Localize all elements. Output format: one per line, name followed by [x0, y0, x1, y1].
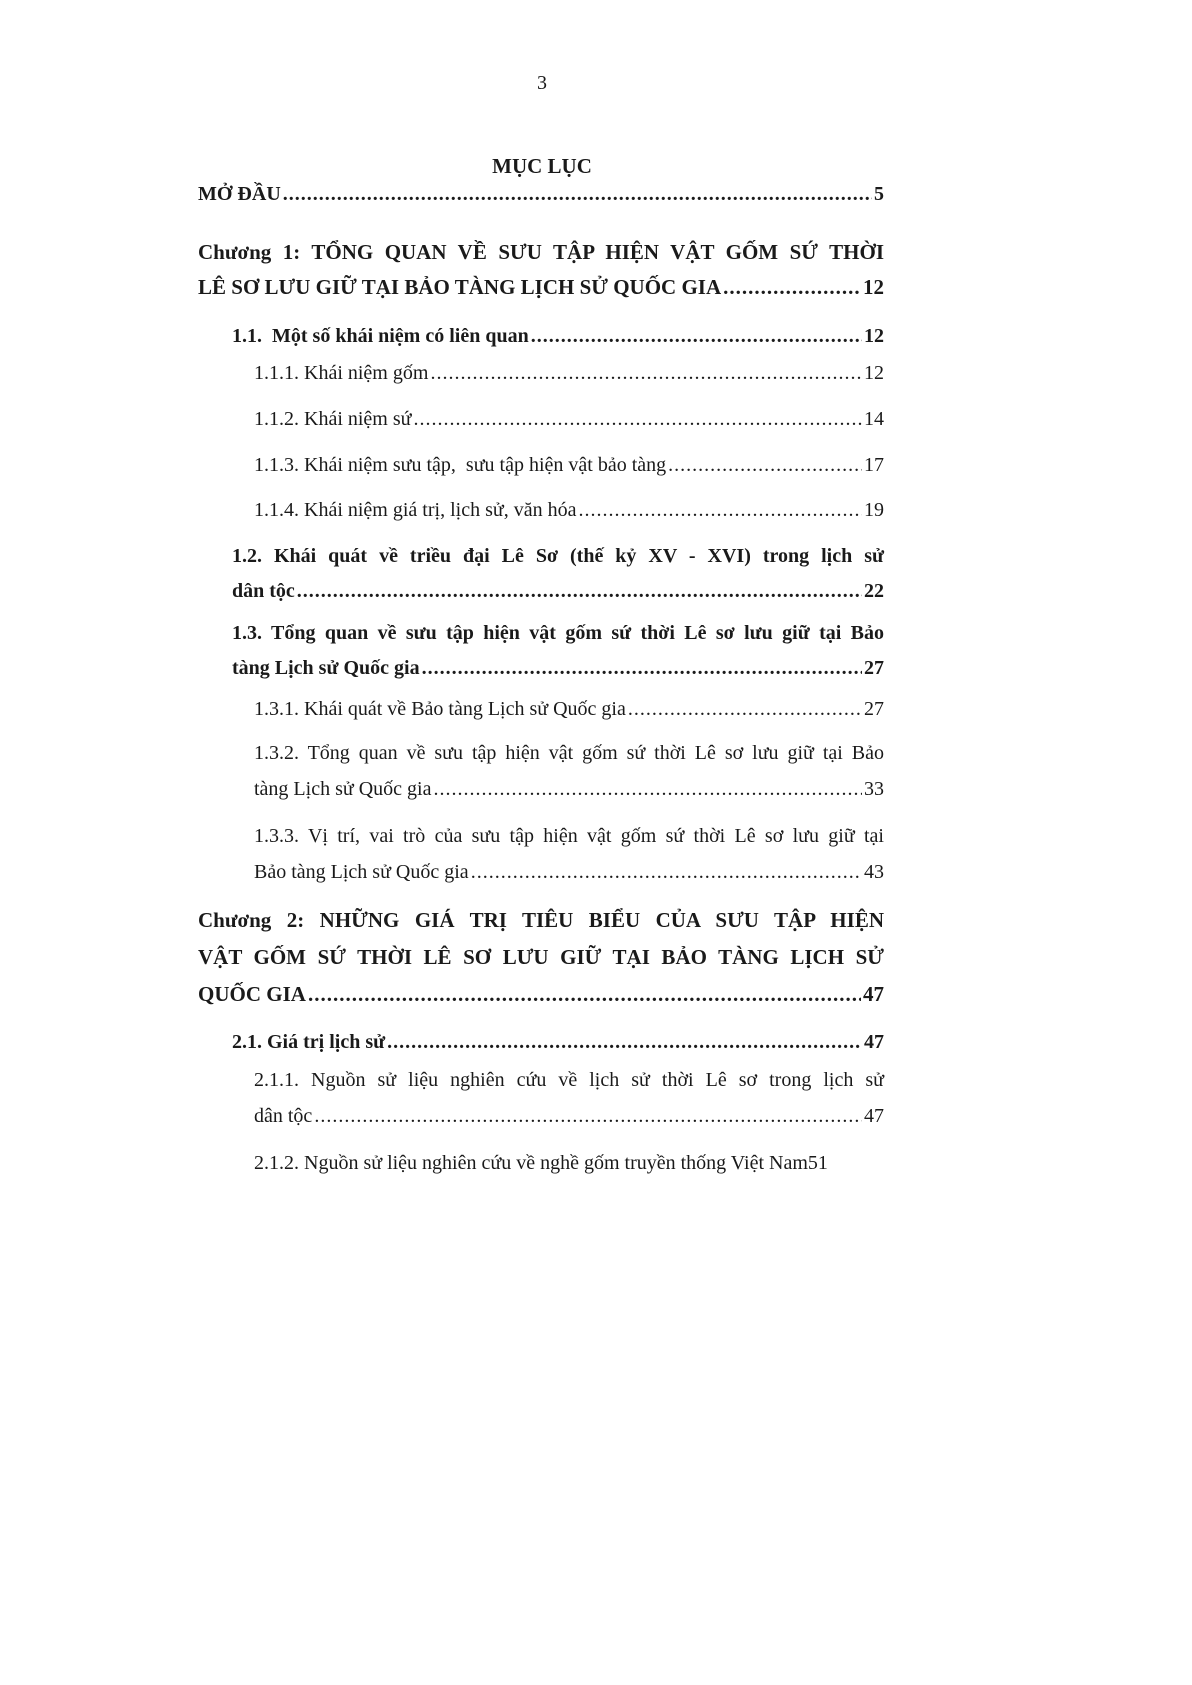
toc-entry-page: 17: [864, 454, 884, 476]
toc-entry-label: 1.1. Một số khái niệm có liên quan: [232, 325, 529, 347]
dot-leader: [430, 362, 862, 385]
dot-leader: [283, 183, 872, 206]
toc-entry-1-1[interactable]: [232, 325, 884, 348]
dot-leader: [314, 1105, 862, 1128]
toc-entry-label: LÊ SƠ LƯU GIỮ TẠI BẢO TÀNG LỊCH SỬ QUỐC GIA: [198, 275, 722, 299]
dot-leader: [308, 982, 861, 1007]
dot-leader: [578, 499, 862, 522]
toc-entry-line: VẬT GỐM SỨ THỜI LÊ SƠ LƯU GIỮ TẠI BẢO TÀNG LỊCH SỬ: [198, 945, 884, 969]
toc-entry-label: QUỐC GIA: [198, 982, 306, 1006]
toc-title: MỤC LỤC: [492, 154, 592, 178]
toc-entry-line: 1.3. Tổng quan về sưu tập hiện vật gốm sứ thời Lê sơ lưu giữ tại Bảo: [232, 622, 884, 644]
toc-entry-chapter-1[interactable]: [198, 240, 884, 300]
toc-entry-page: 12: [864, 362, 884, 384]
toc-entry-2-1-2[interactable]: [254, 1152, 884, 1175]
toc-entry-label: dân tộc: [254, 1105, 313, 1127]
toc-entry-1-1-4[interactable]: [254, 499, 884, 522]
toc-entry-mo-dau[interactable]: [198, 183, 884, 206]
toc-entry-page: 47: [864, 1105, 884, 1127]
dot-leader: [414, 408, 863, 431]
toc-entry-page: 14: [864, 408, 884, 430]
toc-entry-label: 1.1.1. Khái niệm gốm: [254, 362, 429, 384]
toc-entry-chapter-2[interactable]: [198, 908, 884, 1007]
page-number: 3: [537, 72, 547, 94]
toc-entry-1-3-1[interactable]: [254, 698, 884, 721]
toc-entry-label: 1.1.3. Khái niệm sưu tập, sưu tập hiện vật bảo tàng: [254, 454, 667, 476]
toc-entry-label: Bảo tàng Lịch sử Quốc gia: [254, 861, 469, 883]
dot-leader: [297, 580, 862, 603]
toc-entry-page: 5: [874, 183, 884, 205]
toc-entry-page: 47: [864, 1031, 884, 1053]
toc-entry-line: 1.3.2. Tổng quan về sưu tập hiện vật gốm sứ thời Lê sơ lưu giữ tại Bảo: [254, 742, 884, 764]
toc-entry-2-1[interactable]: [232, 1031, 884, 1054]
toc-entry-label: 2.1. Giá trị lịch sử: [232, 1031, 386, 1053]
toc-entry-line: 1.3.3. Vị trí, vai trò của sưu tập hiện vật gốm sứ thời Lê sơ lưu giữ tại: [254, 825, 884, 847]
toc-entry-page: 12: [863, 275, 884, 299]
toc-entry-label: 1.1.2. Khái niệm sứ: [254, 408, 412, 430]
toc-entry-line: 1.2. Khái quát về triều đại Lê Sơ (thế kỷ XV - XVI) trong lịch sử: [232, 545, 884, 567]
dot-leader: [422, 657, 862, 680]
toc-entry-label: MỞ ĐẦU: [198, 183, 281, 205]
dot-leader: [387, 1031, 862, 1054]
toc-entry-label: 2.1.2. Nguồn sử liệu nghiên cứu về nghề gốm truyền thống Việt Nam51: [254, 1152, 828, 1174]
toc-entry-page: 43: [864, 861, 884, 883]
toc-entry-2-1-1[interactable]: [254, 1069, 884, 1128]
toc-entry-label: 1.3.1. Khái quát về Bảo tàng Lịch sử Quốc gia: [254, 698, 626, 720]
toc-entry-1-1-1[interactable]: [254, 362, 884, 385]
toc-entry-page: 19: [864, 499, 884, 521]
toc-entry-1-3-3[interactable]: [254, 825, 884, 884]
toc-entry-1-3-2[interactable]: [254, 742, 884, 801]
toc-entry-page: 33: [864, 778, 884, 800]
toc-entry-label: dân tộc: [232, 580, 295, 602]
toc-entry-1-1-3[interactable]: [254, 454, 884, 477]
toc-entry-1-3[interactable]: [232, 622, 884, 680]
dot-leader: [628, 698, 862, 721]
dot-leader: [531, 325, 862, 348]
toc-entry-label: tàng Lịch sử Quốc gia: [232, 657, 420, 679]
toc-entry-line: 2.1.1. Nguồn sử liệu nghiên cứu về lịch sử thời Lê sơ trong lịch sử: [254, 1069, 884, 1091]
toc-entry-label: 1.1.4. Khái niệm giá trị, lịch sử, văn hóa: [254, 499, 577, 521]
toc-entry-page: 22: [864, 580, 884, 602]
dot-leader: [433, 778, 862, 801]
toc-entry-1-1-2[interactable]: [254, 408, 884, 431]
toc-entry-page: 47: [863, 982, 884, 1006]
toc-entry-1-2[interactable]: [232, 545, 884, 603]
dot-leader: [723, 275, 861, 300]
toc-entry-page: 27: [864, 657, 884, 679]
dot-leader: [471, 861, 862, 884]
toc-entry-label: tàng Lịch sử Quốc gia: [254, 778, 432, 800]
toc-entry-page: 27: [864, 698, 884, 720]
toc-entry-line: Chương 1: TỔNG QUAN VỀ SƯU TẬP HIỆN VẬT GỐM SỨ THỜI: [198, 240, 884, 264]
toc-entry-page: 12: [864, 325, 884, 347]
dot-leader: [668, 454, 862, 477]
toc-entry-line: Chương 2: NHỮNG GIÁ TRỊ TIÊU BIỂU CỦA SƯU TẬP HIỆN: [198, 908, 884, 932]
